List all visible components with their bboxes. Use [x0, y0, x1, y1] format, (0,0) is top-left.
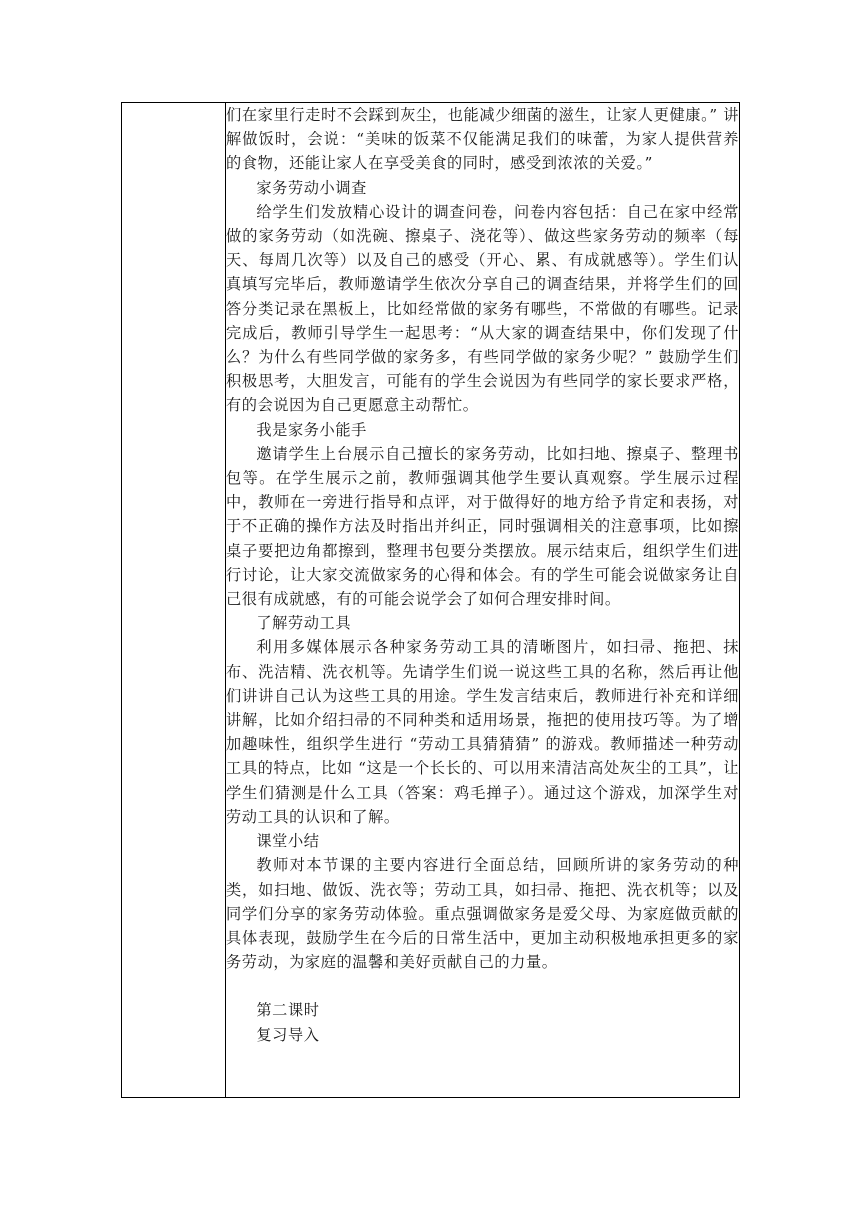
intro-paragraph: 们在家里行走时不会踩到灰尘，也能减少细菌的滋生，让家人更健康。” 讲解做饭时，会说：“美味的饭菜不仅能满足我们的味蕾，为家人提供营养的食物，还能让家人在享受美食的同时，感受到浓浓的关爱。” — [226, 106, 739, 173]
lesson-plan-table — [121, 102, 740, 1098]
section-heading-labor-tools: 了解劳动工具 — [256, 614, 352, 633]
section-heading-summary: 课堂小结 — [256, 832, 320, 851]
labor-tools-paragraph: 利用多媒体展示各种家务劳动工具的清晰图片，如扫帚、拖把、抹布、洗洁精、洗衣机等。先请学生们说一说这些工具的名称，然后再让他们讲讲自己认为这些工具的用途。学生发言结束后，教师进行补充和详细讲解，比如介绍扫帚的不同种类和适用场景，拖把的使用技巧等。为了增加趣味性，组织学生进行 “劳动工具猜猜猜” 的游戏。教师描述一种劳动工具的特点，比如 “这是一个长长的、可以用来清洁高处灰尘的工具”，让学生们猜测是什么工具（答案：鸡毛掸子）。通过这个游戏，加深学生对劳动工具的认识和了解。 — [226, 638, 739, 826]
blank-line — [226, 974, 739, 998]
housework-expert-paragraph: 邀请学生上台展示自己擅长的家务劳动，比如扫地、擦桌子、整理书包等。在学生展示之前，教师强调其他学生要认真观察。学生展示过程中，教师在一旁进行指导和点评，对于做得好的地方给予肯定和表扬，对于不正确的操作方法及时指出并纠正，同时强调相关的注意事项，比如擦桌子要把边角都擦到，整理书包要分类摆放。展示结束后，组织学生们进行讨论，让大家交流做家务的心得和体会。有的学生可能会说做家务让自己很有成就感，有的可能会说学会了如何合理安排时间。 — [226, 444, 739, 609]
section-heading-review: 复习导入 — [256, 1025, 320, 1044]
summary-paragraph: 教师对本节课的主要内容进行全面总结，回顾所讲的家务劳动的种类，如扫地、做饭、洗衣等；劳动工具，如扫帚、拖把、洗衣机等；以及同学们分享的家务劳动体验。重点强调做家务是爱父母、为家庭做贡献的具体表现，鼓励学生在今后的日常生活中，更加主动积极地承担更多的家务劳动，为家庭的温馨和美好贡献自己的力量。 — [226, 856, 739, 972]
section-heading-second-lesson: 第二课时 — [256, 1001, 320, 1020]
left-label-cell — [122, 103, 226, 1098]
section-heading-housework-expert: 我是家务小能手 — [256, 420, 367, 439]
survey-paragraph: 给学生们发放精心设计的调查问卷，问卷内容包括：自己在家中经常做的家务劳动（如洗碗、擦桌子、浇花等）、做这些家务劳动的频率（每天、每周几次等）以及自己的感受（开心、累、有成就感等）。学生们认真填写完毕后，教师邀请学生依次分享自己的调查结果，并将学生们的回答分类记录在黑板上，比如经常做的家务有哪些，不常做的有哪些。记录完成后，教师引导学生一起思考：“从大家的调查结果中，你们发现了什么？为什么有些同学做的家务多，有些同学做的家务少呢？” 鼓励学生们积极思考，大胆发言，可能有的学生会说因为有些同学的家长要求严格，有的会说因为自己更愿意主动帮忙。 — [226, 202, 739, 415]
table-row — [122, 103, 740, 1098]
section-heading-survey: 家务劳动小调查 — [256, 178, 367, 197]
content-cell — [226, 103, 740, 1098]
